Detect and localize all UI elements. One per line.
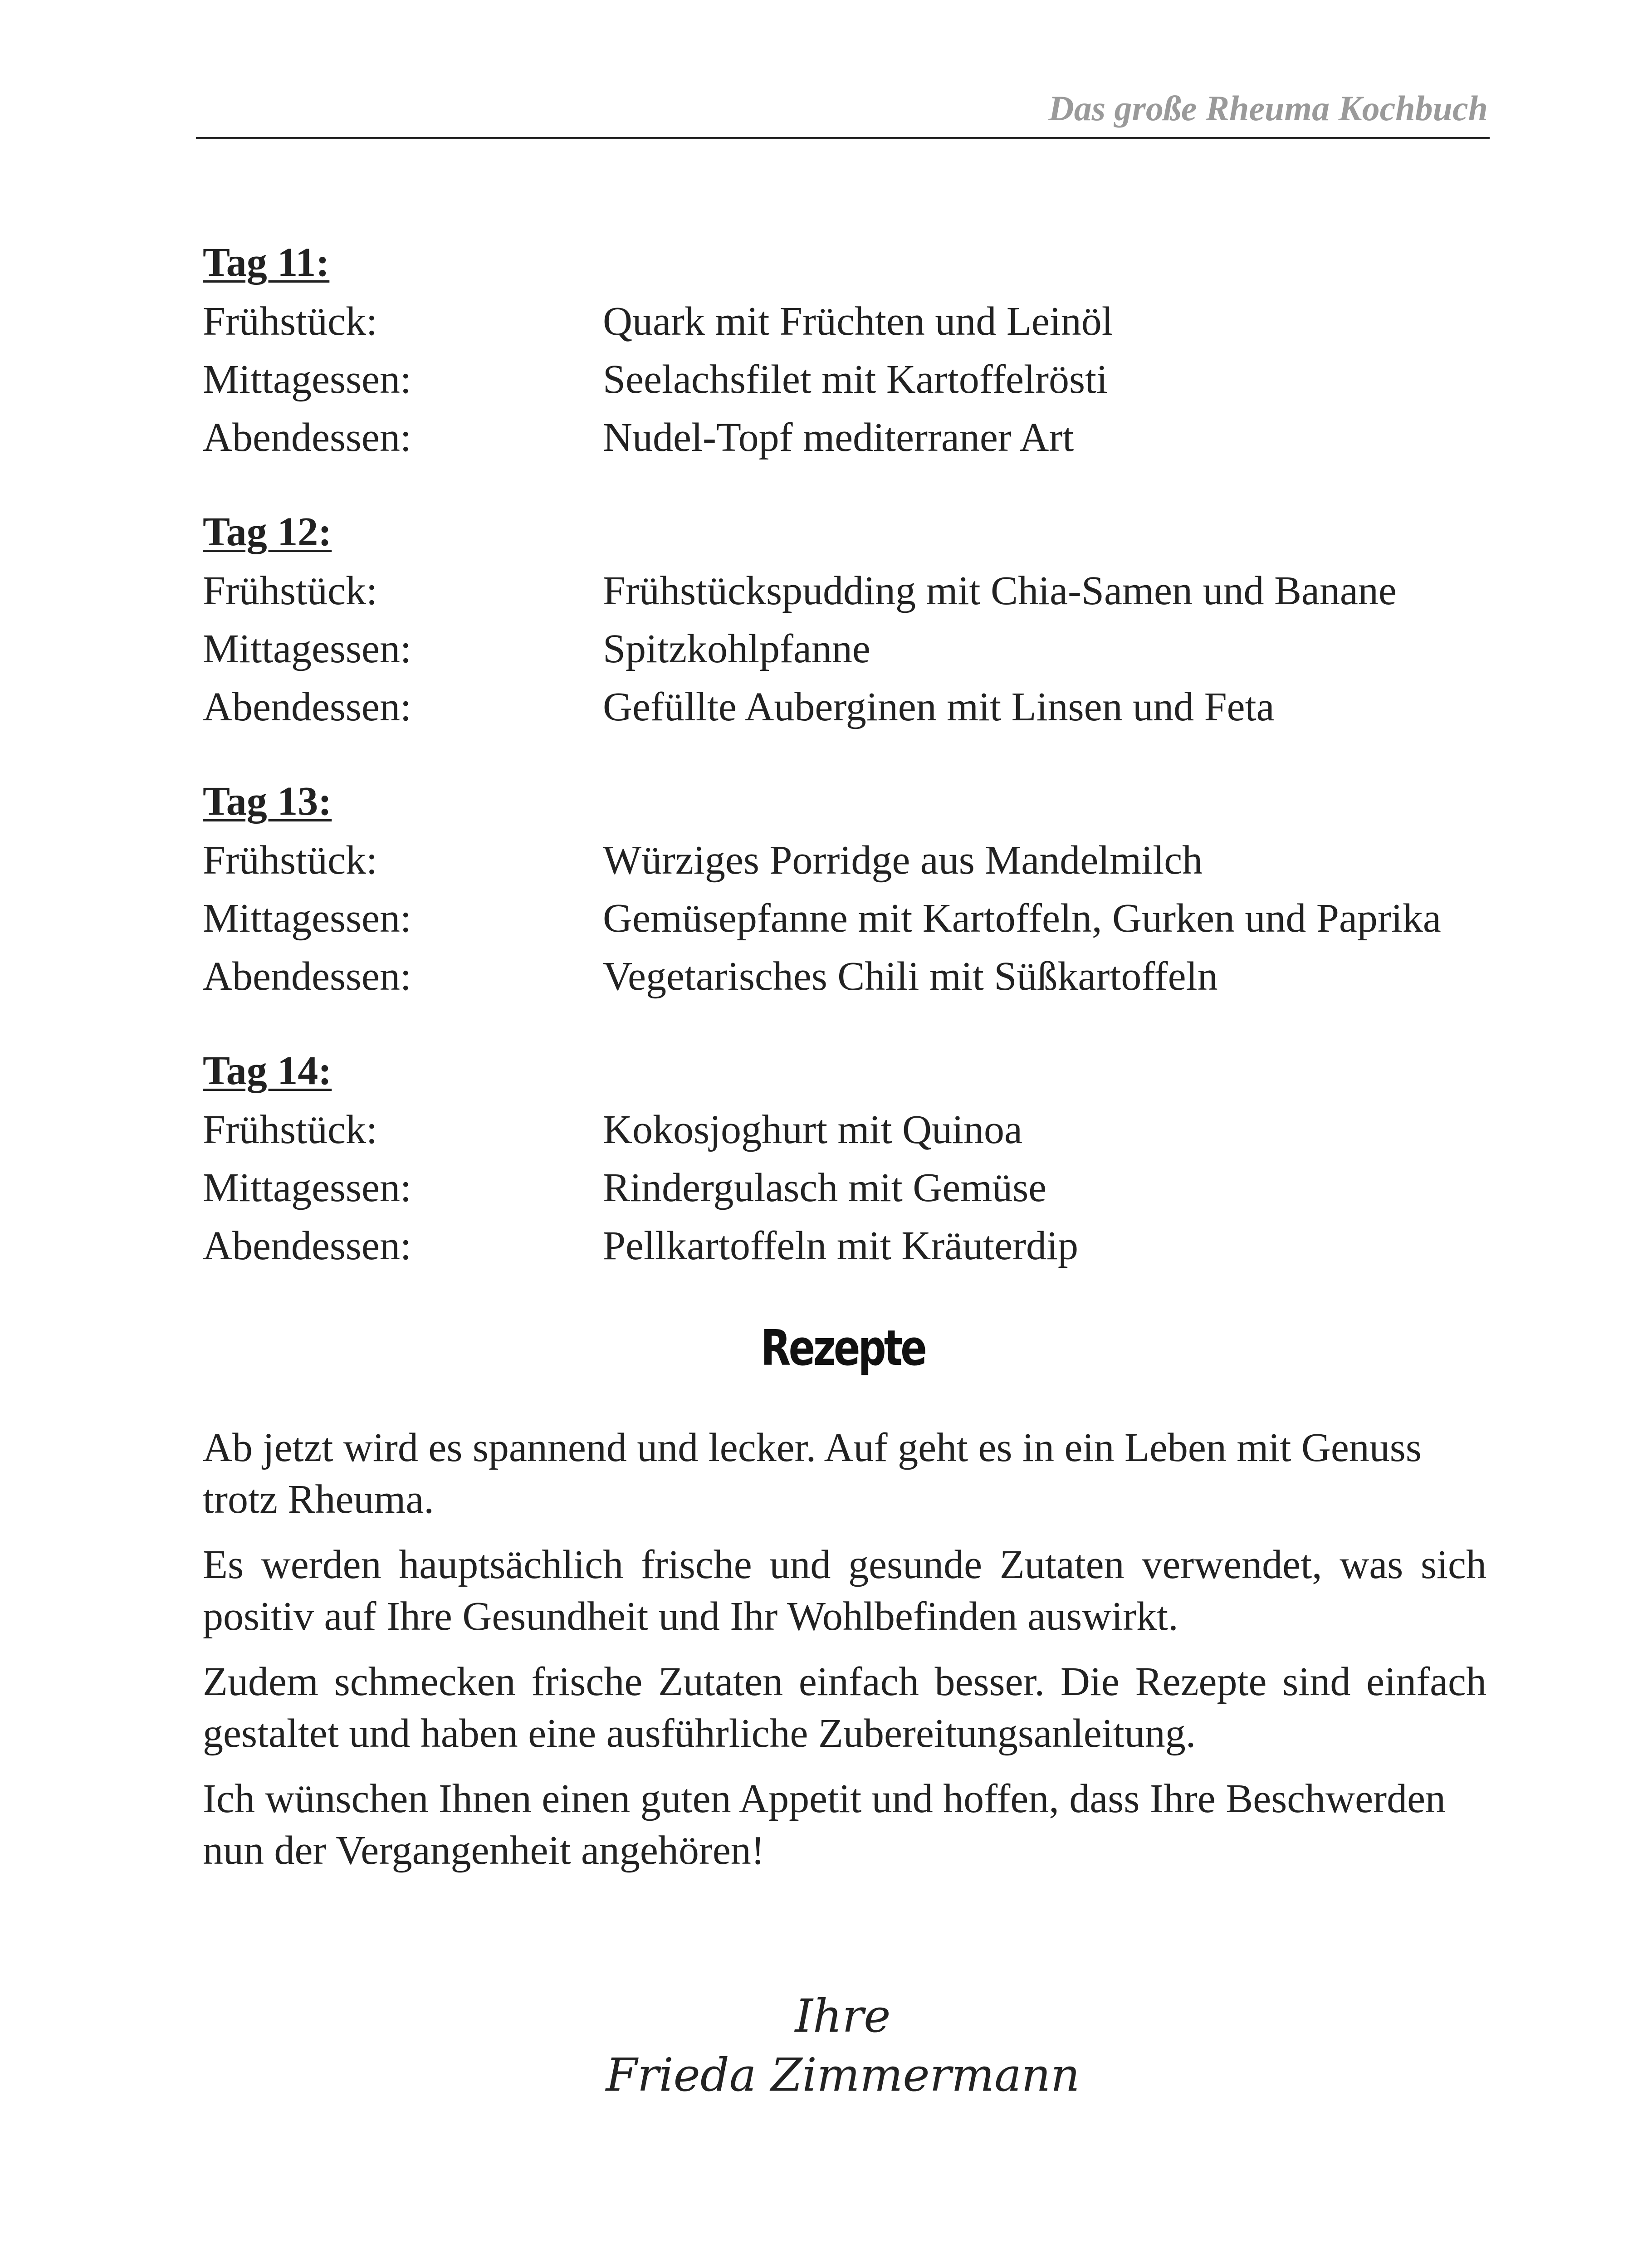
meal-row bbox=[203, 412, 1496, 464]
day-block-11 bbox=[203, 236, 1496, 464]
meal-row bbox=[203, 354, 1496, 406]
day-block-14 bbox=[203, 1044, 1496, 1272]
meal-dish: Kokosjoghurt mit Quinoa bbox=[603, 1107, 1022, 1152]
meal-dish: Seelachsfilet mit Kartoffelrösti bbox=[603, 357, 1108, 402]
meal-row bbox=[203, 296, 1496, 347]
intro-paragraph: Ab jetzt wird es spannend und lecker. Auf geht es in ein Leben mit Genuss trotz Rheuma. bbox=[203, 1425, 1422, 1522]
meal-label: Mittagessen: bbox=[203, 626, 411, 671]
signature-name: Frieda Zimmermann bbox=[606, 2048, 1080, 2102]
meal-label: Abendessen: bbox=[203, 1223, 411, 1268]
meal-dish: Gefüllte Auberginen mit Linsen und Feta bbox=[603, 684, 1275, 729]
meal-label: Mittagessen: bbox=[203, 357, 411, 402]
meal-row bbox=[203, 1162, 1496, 1214]
meal-dish: Frühstückspudding mit Chia-Samen und Banane bbox=[603, 568, 1397, 613]
meal-row bbox=[203, 1104, 1496, 1156]
meal-dish: Nudel-Topf mediterraner Art bbox=[603, 415, 1074, 460]
meal-label: Abendessen: bbox=[203, 415, 411, 460]
day-block-12 bbox=[203, 505, 1496, 733]
meal-dish: Vegetarisches Chili mit Süßkartoffeln bbox=[603, 954, 1218, 999]
meal-row bbox=[203, 1220, 1496, 1272]
meal-row bbox=[203, 623, 1496, 675]
intro-paragraph: Ich wünschen Ihnen einen guten Appetit und hoffen, dass Ihre Beschwerden nun der Vergangenheit angehören! bbox=[203, 1776, 1446, 1873]
meal-row bbox=[203, 893, 1496, 944]
meal-row bbox=[203, 681, 1496, 733]
day-title: Tag 14: bbox=[203, 1048, 332, 1093]
section-title: Rezepte bbox=[760, 1320, 925, 1377]
meal-label: Frühstück: bbox=[203, 838, 378, 883]
meal-label: Frühstück: bbox=[203, 1107, 378, 1152]
meal-dish: Pellkartoffeln mit Kräuterdip bbox=[603, 1223, 1079, 1268]
day-title: Tag 13: bbox=[203, 779, 332, 824]
meal-row bbox=[203, 951, 1496, 1002]
meal-label: Frühstück: bbox=[203, 299, 378, 344]
day-title: Tag 12: bbox=[203, 509, 332, 554]
signature bbox=[0, 1987, 1633, 2105]
meal-dish: Quark mit Früchten und Leinöl bbox=[603, 299, 1113, 344]
intro-paragraph: Es werden hauptsächlich frische und gesunde Zutaten verwendet, was sich positiv auf Ihre Gesundheit und Ihr Wohlbefinden auswirkt. bbox=[203, 1542, 1486, 1639]
meal-row bbox=[203, 835, 1496, 886]
meal-dish: Würziges Porridge aus Mandelmilch bbox=[603, 838, 1203, 883]
meal-dish: Rindergulasch mit Gemüse bbox=[603, 1165, 1047, 1210]
day-title: Tag 11: bbox=[203, 240, 330, 285]
meal-label: Abendessen: bbox=[203, 684, 411, 729]
meal-label: Mittagessen: bbox=[203, 1165, 411, 1210]
header-rule bbox=[196, 137, 1490, 139]
signature-line: Ihre bbox=[795, 1989, 891, 2043]
intro-text bbox=[203, 1422, 1486, 1890]
meal-dish: Spitzkohlpfanne bbox=[603, 626, 870, 671]
intro-paragraph: Zudem schmecken frische Zutaten einfach besser. Die Rezepte sind einfach gestaltet und haben eine ausführliche Zubereitungsanleitung. bbox=[203, 1659, 1486, 1756]
meal-label: Abendessen: bbox=[203, 954, 411, 999]
day-block-13 bbox=[203, 775, 1496, 1002]
running-header: Das große Rheuma Kochbuch bbox=[1048, 88, 1488, 128]
meal-label: Frühstück: bbox=[203, 568, 378, 613]
meal-label: Mittagessen: bbox=[203, 896, 411, 941]
meal-row bbox=[203, 565, 1496, 617]
meal-dish: Gemüsepfanne mit Kartoffeln, Gurken und Paprika bbox=[603, 896, 1441, 941]
meal-plan bbox=[203, 236, 1496, 1314]
